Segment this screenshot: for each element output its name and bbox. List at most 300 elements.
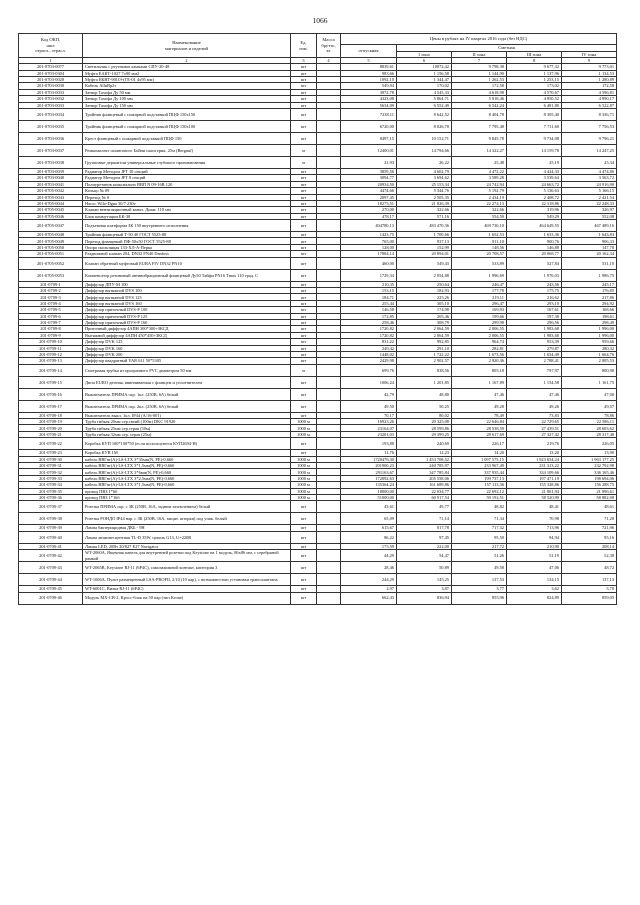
row-price-zone-4: 3 563,72 <box>562 175 617 181</box>
row-price-zone-1: 80,02 <box>397 412 452 418</box>
row-price-release: 65,09 <box>341 513 397 525</box>
row-unit: шт <box>291 168 317 174</box>
row-price-zone-4: 95,16 <box>562 531 617 543</box>
table-row <box>19 132 617 144</box>
row-mass <box>317 531 341 543</box>
row-mass <box>317 108 341 120</box>
row-price-release: 2097,45 <box>341 194 397 200</box>
row-price-zone-3: 797,97 <box>507 364 562 376</box>
row-price-zone-3: 1 923 654,24 <box>507 456 562 462</box>
row-price-release: 4323,08 <box>341 96 397 102</box>
row-price-zone-2: 25,48 <box>452 156 507 168</box>
row-code: 201-0705-0046 <box>19 213 83 219</box>
row-unit: шт <box>291 96 317 102</box>
row-unit: шт <box>291 586 317 592</box>
row-price-zone-2: 199,66 <box>452 313 507 319</box>
row-price-zone-1: 54,47 <box>397 550 452 562</box>
row-mass <box>317 550 341 562</box>
row-price-release: 1720,82 <box>341 326 397 332</box>
row-price-zone-4: 8 336,71 <box>562 108 617 120</box>
row-unit: шт <box>291 300 317 306</box>
row-name: WT-2060A, Ящечная панель для внутренней розетки под Keystone на 1 модуль, 86х86 мм, с серебряной рамкой <box>83 550 291 562</box>
row-name: Радиатор Методом JFT 10 секций <box>83 168 291 174</box>
row-price-zone-3: 197 471,19 <box>507 475 562 481</box>
row-code: 201-0703-0030 <box>19 83 83 89</box>
row-price-zone-2: 1 673,56 <box>452 351 507 357</box>
row-unit: 1000 м <box>291 463 317 469</box>
row-name: Светильник с ртутными лампами СПУ-20-48 <box>83 64 291 70</box>
row-price-zone-3: 219,76 <box>507 438 562 450</box>
row-code: 201-0709-43 <box>19 562 83 574</box>
row-name: Диффузор приточный DVS-P 100 <box>83 307 291 313</box>
row-price-zone-2: 1 996,69 <box>452 269 507 281</box>
row-name: Диффузор DVK 200 <box>83 351 291 357</box>
table-row <box>19 592 617 604</box>
row-price-release: 699,76 <box>341 364 397 376</box>
row-price-zone-4: 24 916,90 <box>562 181 617 187</box>
row-price-release: 1720476,30 <box>341 456 397 462</box>
row-code: 201-0709-23 <box>19 450 83 456</box>
row-price-zone-3: 51,19 <box>507 550 562 562</box>
row-code: 201-0709-6 <box>19 313 83 319</box>
row-price-zone-2: 1 262,53 <box>452 76 507 82</box>
row-price-release: 478,17 <box>341 213 397 219</box>
row-price-release: 153,15 <box>341 288 397 294</box>
table-row <box>19 108 617 120</box>
row-price-zone-4: 168,66 <box>562 307 617 313</box>
row-price-zone-1: 571,16 <box>397 213 452 219</box>
row-price-zone-1: 1 344,47 <box>397 76 452 82</box>
row-price-release: 460,00 <box>341 257 397 269</box>
row-price-zone-4: 467 489,16 <box>562 220 617 232</box>
row-price-zone-4: 1 996,00 <box>562 326 617 332</box>
row-name: WT-6001C, Вилка RJ-11 (6P4C) <box>83 586 291 592</box>
row-price-zone-3: 21 861,94 <box>507 488 562 494</box>
row-price-zone-2: 911,10 <box>452 238 507 244</box>
row-price-zone-3: 1 976,03 <box>507 269 562 281</box>
row-price-zone-1: 1 201,85 <box>397 376 452 388</box>
row-name: Затвор Тахофа Ду 50 мм <box>83 89 291 95</box>
row-price-zone-1: 14 794,66 <box>397 144 452 156</box>
row-price-zone-2: 157 113,36 <box>452 482 507 488</box>
row-name: Насос Wilo-Dgna 30/7 230v <box>83 200 291 206</box>
row-price-zone-4: 25,34 <box>562 156 617 168</box>
row-price-zone-3: 900,76 <box>507 238 562 244</box>
row-price-zone-4: 52,38 <box>562 550 617 562</box>
row-price-zone-3: 197,38 <box>507 313 562 319</box>
row-price-release: 135364,24 <box>341 482 397 488</box>
row-code: 201-0709-45 <box>19 586 83 592</box>
row-price-zone-1: 1 453 708,52 <box>397 456 452 462</box>
row-name: Диффузор приточный DVS-P 160 <box>83 319 291 325</box>
row-code: 201-0709-17 <box>19 400 83 412</box>
row-name: Розетка РОНДО IP44 нар. с ЗК (250В, 16А, защит. шторки) под упак. белый <box>83 513 291 525</box>
row-price-zone-3: 24 663,72 <box>507 181 562 187</box>
row-price-zone-4: 531,10 <box>562 257 617 269</box>
row-price-zone-1: 2 064,59 <box>397 326 452 332</box>
row-mass <box>317 513 341 525</box>
row-price-zone-1: 10072,42 <box>397 64 452 70</box>
row-price-zone-3: 9 734,08 <box>507 132 562 144</box>
row-code: 201-0705-0044 <box>19 200 83 206</box>
row-price-zone-1: 174,98 <box>397 307 452 313</box>
row-code: 201-0705-0052 <box>19 257 83 269</box>
row-price-zone-2: 137,53 <box>452 574 507 586</box>
row-price-zone-2: 855,96 <box>452 592 507 604</box>
row-price-zone-4: 71,20 <box>562 513 617 525</box>
row-code: 201-0705-0051 <box>19 251 83 257</box>
page-number: 1066 <box>312 16 328 25</box>
row-unit: шт <box>291 108 317 120</box>
row-price-zone-3: 94,94 <box>507 531 562 543</box>
row-mass <box>317 120 341 132</box>
row-unit: шт <box>291 592 317 604</box>
row-price-zone-2: 246,47 <box>452 281 507 287</box>
row-price-zone-2: 533,89 <box>452 257 507 269</box>
row-price-zone-3: 27 327,42 <box>507 431 562 437</box>
row-name: провод ПВЗ 1*16б <box>83 495 291 501</box>
row-price-release: 193,88 <box>341 438 397 450</box>
row-name: кабель ВВГнг(А)-LS-LTX 3*35мм(N, PE)-0,660 <box>83 456 291 462</box>
row-price-release: 1006,24 <box>341 376 397 388</box>
table-row <box>19 156 617 168</box>
row-price-zone-4: 198 694,06 <box>562 475 617 481</box>
row-price-release: 404780,13 <box>341 220 397 232</box>
row-price-zone-2: 1 144,90 <box>452 70 507 76</box>
row-price-zone-3: 713,96 <box>507 525 562 531</box>
row-price-zone-3: 3 539,64 <box>507 175 562 181</box>
row-unit: шт <box>291 102 317 108</box>
row-price-zone-4: 4 474,86 <box>562 168 617 174</box>
row-code: 201-0709-44 <box>19 574 83 586</box>
column-number: 6 <box>397 58 452 64</box>
row-price-zone-3: 8 305,40 <box>507 108 562 120</box>
row-price-zone-3: 1 253,15 <box>507 76 562 82</box>
row-price-zone-1: 152,99 <box>397 244 452 250</box>
table-row <box>19 501 617 513</box>
row-price-zone-3: 527,84 <box>507 257 562 269</box>
row-unit: шт <box>291 307 317 313</box>
row-price-zone-3: 20 068,77 <box>507 251 562 257</box>
row-price-zone-3: 48,41 <box>507 501 562 513</box>
row-code: 201-0709-7 <box>19 319 83 325</box>
row-price-zone-4: 721,96 <box>562 525 617 531</box>
row-price-zone-3: 334 109,66 <box>507 469 562 475</box>
row-price-zone-1: 322,66 <box>397 207 452 213</box>
row-name: Коробка КУП 100*100*50 (если используются КУП2694-Н) <box>83 438 291 450</box>
row-price-zone-4: 78,86 <box>562 412 617 418</box>
row-price-zone-3: 293,10 <box>507 300 562 306</box>
row-price-zone-3: 22 729,65 <box>507 419 562 425</box>
row-price-zone-2: 48,82 <box>452 501 507 513</box>
table-row <box>19 376 617 388</box>
row-mass <box>317 574 341 586</box>
row-unit: шт <box>291 543 317 549</box>
row-price-zone-2: 14,20 <box>452 450 507 456</box>
row-unit: шт <box>291 400 317 412</box>
header-release: отпускная <box>341 45 397 58</box>
row-unit: м <box>291 156 317 168</box>
row-name: Затвор Тахофа Ду 150 мм <box>83 102 291 108</box>
row-name: Опора скользящая 133-ХЛ-А-Перка <box>83 244 291 250</box>
row-price-zone-1: 97,45 <box>397 531 452 543</box>
column-number: 3 <box>291 58 317 64</box>
row-price-release: 3859,56 <box>341 168 397 174</box>
row-unit: шт <box>291 351 317 357</box>
column-number: 8 <box>507 58 562 64</box>
row-price-zone-4: 859,05 <box>562 592 617 604</box>
row-price-zone-4: 176,85 <box>562 288 617 294</box>
header-zone-3: III зона <box>507 51 562 58</box>
row-price-zone-3: 22 318,86 <box>507 200 562 206</box>
row-code: 201-0709-42 <box>19 550 83 562</box>
row-code: 201-0703-0033 <box>19 102 83 108</box>
row-mass <box>317 501 341 513</box>
row-price-release: 291163,67 <box>341 469 397 475</box>
row-price-release: 44,29 <box>341 550 397 562</box>
row-price-release: 210,35 <box>341 281 397 287</box>
row-price-zone-3: 58 520,99 <box>507 495 562 501</box>
row-unit: шт <box>291 120 317 132</box>
table-row <box>19 144 617 156</box>
row-price-zone-3: 47,06 <box>507 562 562 574</box>
row-name: Групповые держатели универсальные глубокого проникновения <box>83 156 291 168</box>
row-price-zone-3: 4 570,67 <box>507 89 562 95</box>
row-unit: шт <box>291 562 317 574</box>
row-price-zone-3: 47,46 <box>507 388 562 400</box>
row-price-release: 2,97 <box>341 586 397 592</box>
row-price-zone-3: 173,02 <box>507 83 562 89</box>
row-price-zone-1: 1 722,22 <box>397 351 452 357</box>
row-price-zone-1: 305,10 <box>397 300 452 306</box>
row-price-zone-1: 240 785,97 <box>397 463 452 469</box>
table-row <box>19 531 617 543</box>
row-price-zone-2: 296,47 <box>452 300 507 306</box>
row-code: 201-0709-14 <box>19 364 83 376</box>
row-unit: шт <box>291 525 317 531</box>
row-mass <box>317 220 341 232</box>
row-price-zone-1: 2 054,88 <box>397 269 452 281</box>
row-price-release: 17884,14 <box>341 251 397 257</box>
row-price-zone-1: 1 156,58 <box>397 70 452 76</box>
row-price-zone-1: 222,00 <box>397 543 452 549</box>
row-price-zone-4: 1 986,75 <box>562 269 617 281</box>
row-price-zone-4: 2 421,54 <box>562 194 617 200</box>
row-name: Муфта ЕКВТ-90ОЭ-(ГЕ-01 4х95 мм) <box>83 76 291 82</box>
row-price-release: 8839,61 <box>341 64 397 70</box>
row-price-zone-4: 1 963 177,25 <box>562 456 617 462</box>
row-price-zone-2: 1 652,53 <box>452 232 507 238</box>
row-price-zone-2: 337 935,44 <box>452 469 507 475</box>
row-price-zone-3: 175,75 <box>507 288 562 294</box>
row-price-zone-1: 21 826,39 <box>397 200 452 206</box>
row-unit: шт <box>291 412 317 418</box>
row-name: Клапан вентиляционный канал. Диам. 110 мм <box>83 207 291 213</box>
row-price-zone-2: 219,11 <box>452 294 507 300</box>
row-price-release: 249,42 <box>341 345 397 351</box>
row-price-zone-1: 50,25 <box>397 400 452 412</box>
row-code: 201-0709-34 <box>19 482 83 488</box>
row-unit: шт <box>291 194 317 200</box>
row-name: Блок коммутации БК-30 <box>83 213 291 219</box>
row-price-zone-3: 49,26 <box>507 400 562 412</box>
row-unit: шт <box>291 281 317 287</box>
row-name: Затвор Тахофа Ду 100 мм <box>83 96 291 102</box>
row-price-zone-3: 1 137,96 <box>507 70 562 76</box>
row-price-zone-3: 146,88 <box>507 244 562 250</box>
row-price-release: 549,94 <box>341 83 397 89</box>
row-name: Тройник фланцевый с пожарной подставкой ПЦФ 150х100 <box>83 120 291 132</box>
row-price-zone-4: 336 165,46 <box>562 469 617 475</box>
row-mass <box>317 156 341 168</box>
row-name: Труба гибкая 32мм сер. серая (25м) <box>83 431 291 437</box>
row-price-release: 4474,66 <box>341 188 397 194</box>
row-price-zone-3: 210,90 <box>507 543 562 549</box>
row-price-zone-3: 319,96 <box>507 207 562 213</box>
row-price-release: 765,00 <box>341 238 397 244</box>
row-price-zone-1: 161 689,86 <box>397 482 452 488</box>
row-price-zone-1: 5 344,76 <box>397 188 452 194</box>
row-unit: шт <box>291 501 317 513</box>
row-price-zone-1: 20 325,08 <box>397 419 452 425</box>
row-price-zone-1: 250,64 <box>397 281 452 287</box>
row-price-zone-2: 49,28 <box>452 400 507 412</box>
row-name: Диффузор вытяжной DVS 125 <box>83 294 291 300</box>
row-price-release: 128,00 <box>341 244 397 250</box>
row-code: 201-0709-13 <box>19 358 83 364</box>
row-price-zone-2: 3,77 <box>452 586 507 592</box>
row-mass <box>317 400 341 412</box>
row-unit: шт <box>291 358 317 364</box>
row-price-zone-1: 26,22 <box>397 156 452 168</box>
row-price-zone-2: 49,58 <box>452 562 507 574</box>
row-mass <box>317 364 341 376</box>
row-price-zone-3: 73,83 <box>507 412 562 418</box>
row-price-zone-2: 4 618,98 <box>452 89 507 95</box>
table-row <box>19 388 617 400</box>
row-mass <box>317 376 341 388</box>
row-name: Выключатель ПРИМА скр. 2кл. (250В, 6А) белый <box>83 400 291 412</box>
row-price-zone-2: 22 646,84 <box>452 419 507 425</box>
table-row <box>19 550 617 562</box>
header-code: Код ОКП, шкл отрасл., отрасл. <box>19 34 83 58</box>
row-code: 201-0709-20 <box>19 425 83 431</box>
row-price-release: 1720,82 <box>341 332 397 338</box>
row-price-zone-4: 552,08 <box>562 213 617 219</box>
row-price-zone-2: 22 692,12 <box>452 488 507 494</box>
row-price-release: 11,76 <box>341 450 397 456</box>
row-unit: 1000 м <box>291 469 317 475</box>
row-code: 201-0709-35 <box>19 488 83 494</box>
header-price: Цены в рублях на IV квартал 2016 года (без НДС) <box>341 34 617 45</box>
row-unit: шт <box>291 288 317 294</box>
row-price-zone-4: 1 664,76 <box>562 351 617 357</box>
table-row <box>19 400 617 412</box>
row-price-zone-3: 1 154,58 <box>507 376 562 388</box>
row-price-zone-1: 225,26 <box>397 294 452 300</box>
row-price-zone-3: 155 328,86 <box>507 482 562 488</box>
row-name: Смотровая трубка из прозрачного PVC диаметром 50 мм <box>83 364 291 376</box>
row-price-release: 23201,03 <box>341 431 397 437</box>
row-price-zone-4: 47,00 <box>562 388 617 400</box>
row-name: Диффузор DVK 160 <box>83 345 291 351</box>
row-price-zone-4: 48,61 <box>562 501 617 513</box>
row-price-zone-4: 6 522,87 <box>562 102 617 108</box>
row-price-release: 270,00 <box>341 207 397 213</box>
row-name: Диффузор вытяжной DVS 160 <box>83 300 291 306</box>
row-price-zone-1: 182,93 <box>397 288 452 294</box>
row-unit: шт <box>291 70 317 76</box>
row-name: Диффузор ДПУ-М 100 <box>83 281 291 287</box>
row-code: 201-0705-0042 <box>19 188 83 194</box>
row-price-zone-4: 1 996,00 <box>562 332 617 338</box>
row-price-zone-2: 1 167,89 <box>452 376 507 388</box>
row-price-zone-4: 7 756,53 <box>562 120 617 132</box>
row-code: 201-0709-40 <box>19 531 83 543</box>
row-price-zone-2: 28 617,69 <box>452 431 507 437</box>
row-price-zone-1: 8 026,78 <box>397 120 452 132</box>
row-price-zone-2: 8 404,78 <box>452 108 507 120</box>
row-name: Лампа бактерицидная ДКБ - 9Н <box>83 525 291 531</box>
row-unit: шт <box>291 450 317 456</box>
row-code: 201-0709-12 <box>19 351 83 357</box>
row-price-zone-4: 800,98 <box>562 364 617 376</box>
row-code: 201-0709-2 <box>19 288 83 294</box>
row-unit: шт <box>291 257 317 269</box>
row-unit: шт <box>291 207 317 213</box>
row-code: 201-0703-0041 <box>19 181 83 187</box>
row-price-release: 3094,77 <box>341 175 397 181</box>
row-mass <box>317 388 341 400</box>
row-price-zone-4: 906,33 <box>562 238 617 244</box>
row-name: кабель ВВГнг(А)-LS-LTX 3*1,5мм(N, PE)-0,660 <box>83 463 291 469</box>
row-price-zone-3: 1 633,36 <box>507 232 562 238</box>
row-price-zone-3: 464 649,55 <box>507 220 562 232</box>
row-code: 201-0705-0047 <box>19 220 83 232</box>
row-price-release: 662,43 <box>341 592 397 604</box>
row-price-zone-1: 240,69 <box>397 438 452 450</box>
row-price-zone-2: 805,18 <box>452 364 507 376</box>
table-row <box>19 220 617 232</box>
row-name: Диффузор квадратный YAR 611 50*5305 <box>83 358 291 364</box>
row-price-zone-1: 10 152,71 <box>397 132 452 144</box>
table-row <box>19 269 617 281</box>
row-unit: шт <box>291 388 317 400</box>
row-unit: шт <box>291 269 317 281</box>
row-code: 201-0703-0032 <box>19 96 83 102</box>
row-unit: шт <box>291 200 317 206</box>
row-price-zone-4: 58 882,08 <box>562 495 617 501</box>
row-name: Радиатор Методом JFT 8 секций <box>83 175 291 181</box>
row-code: 201-0703-0040 <box>19 175 83 181</box>
row-code: 201-0703-0304 <box>19 70 83 76</box>
row-unit: шт <box>291 531 317 543</box>
row-unit: шт <box>291 213 317 219</box>
row-price-zone-4: 198,61 <box>562 313 617 319</box>
row-price-zone-4: 22 586,11 <box>562 419 617 425</box>
row-unit: шт <box>291 89 317 95</box>
row-name: Выключатель выкл. 1кл. IP44 (А/16-001) <box>83 412 291 418</box>
row-price-zone-1: 8 642,52 <box>397 108 452 120</box>
row-unit: шт <box>291 326 317 332</box>
row-price-zone-2: 95,50 <box>452 531 507 543</box>
row-unit: шт <box>291 181 317 187</box>
table-row <box>19 364 617 376</box>
header-zone-4: IV зона <box>562 51 617 58</box>
row-name: Тройник фланцевый Т-50 40 ГОСТ 5525-88 <box>83 232 291 238</box>
row-price-zone-1: 549,43 <box>397 257 452 269</box>
row-price-zone-4: 298,49 <box>562 319 617 325</box>
